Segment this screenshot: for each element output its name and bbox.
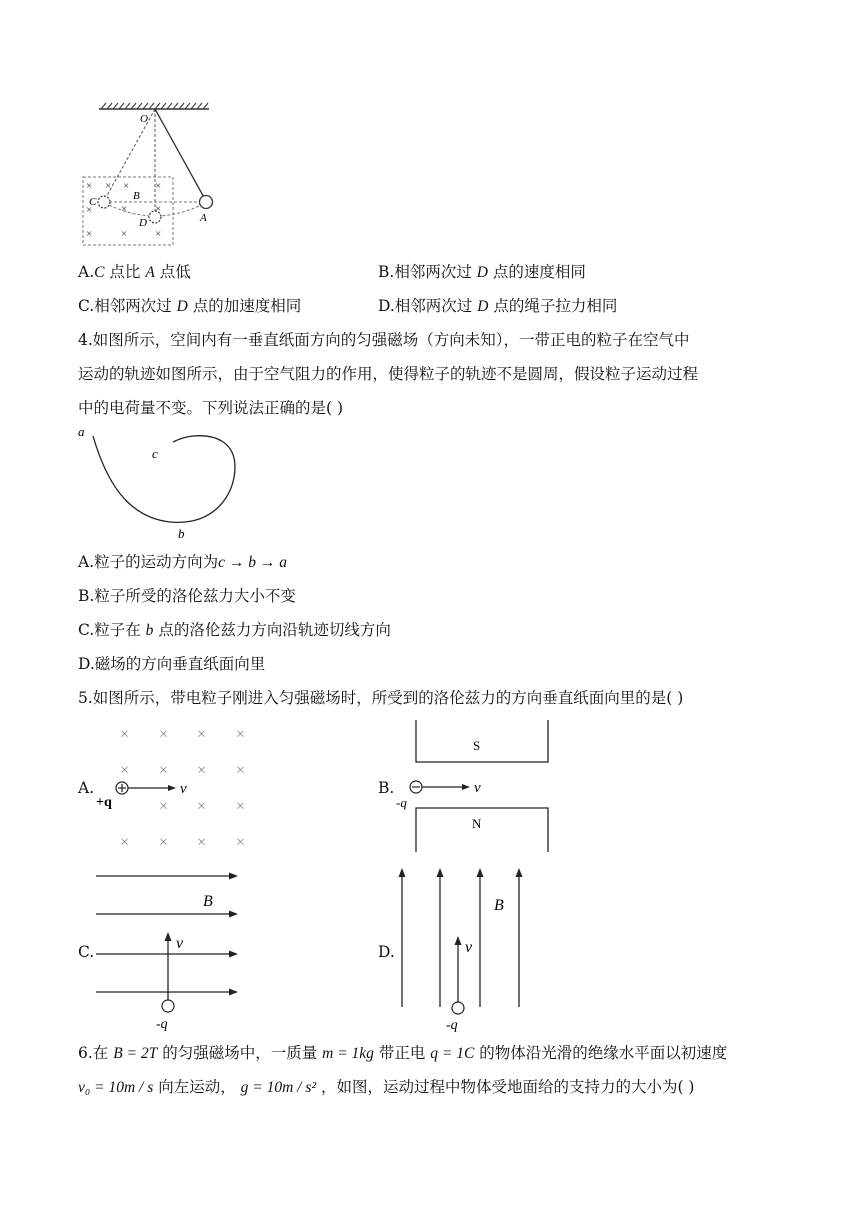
svg-text:×: × xyxy=(159,762,169,779)
svg-text:×: × xyxy=(120,726,130,743)
svg-text:×: × xyxy=(105,180,112,192)
q3-option-b: B.相邻两次过 D 点的速度相同 xyxy=(378,263,586,281)
q6-line1: 6.在 B = 2T 的匀强磁场中，一质量 m = 1kg 带正电 q = 1C 的物体沿光滑的绝缘水平面以初速度 xyxy=(78,1044,728,1062)
svg-text:×: × xyxy=(236,798,246,815)
fig-5b xyxy=(392,716,562,861)
svg-text:×: × xyxy=(155,180,162,192)
svg-text:×: × xyxy=(197,762,207,779)
fig-5d xyxy=(392,862,542,1037)
svg-text:×: × xyxy=(197,726,207,743)
q5-stem: 5.如图所示，带电粒子刚进入匀强磁场时，所受到的洛伦兹力的方向垂直纸面向里的是( ) xyxy=(78,689,684,707)
trajectory-figure xyxy=(75,422,255,547)
svg-text:×: × xyxy=(159,798,169,815)
fig-5c-q: -q xyxy=(156,1017,168,1032)
svg-text:×: × xyxy=(197,798,207,815)
svg-text:×: × xyxy=(236,834,246,851)
label-O: O xyxy=(140,113,148,125)
svg-text:×: × xyxy=(123,180,130,192)
svg-text:×: × xyxy=(236,762,246,779)
svg-text:×: × xyxy=(120,762,130,779)
label-B: B xyxy=(133,190,140,202)
svg-text:×: × xyxy=(86,228,93,240)
svg-text:×: × xyxy=(159,834,169,851)
svg-text:×: × xyxy=(121,228,128,240)
q4-option-d: D.磁场的方向垂直纸面向里 xyxy=(78,655,266,673)
q4-option-a: A.粒子的运动方向为c → b → a xyxy=(78,553,288,571)
q4-stem-line1: 4.如图所示，空间内有一垂直纸面方向的匀强磁场（方向未知），一带正电的粒子在空气中 xyxy=(78,331,690,349)
q5-label-d: D. xyxy=(378,943,395,961)
fig-5c-v: v xyxy=(176,935,184,952)
fig-5d-q: -q xyxy=(446,1018,458,1033)
fig-5b-q: -q xyxy=(396,795,407,810)
label-c: c xyxy=(152,446,158,461)
svg-text:×: × xyxy=(155,228,162,240)
svg-text:×: × xyxy=(86,204,93,216)
svg-text:×: × xyxy=(159,726,169,743)
fig-5a-v: v xyxy=(180,781,187,797)
svg-text:×: × xyxy=(120,834,130,851)
label-a: a xyxy=(78,424,85,439)
q5-label-c: C. xyxy=(78,943,95,961)
q4-stem-line2: 运动的轨迹如图所示，由于空气阻力的作用，使得粒子的轨迹不是圆周，假设粒子运动过程 xyxy=(78,365,699,383)
q4-option-b: B.粒子所受的洛伦兹力大小不变 xyxy=(78,587,296,605)
q6-line2: v₀ = 10m / s 向左运动， g = 10m / s² ，如图，运动过程中物体受地面给的支持力的大小为( ) xyxy=(78,1078,695,1096)
magnet-n: N xyxy=(472,816,482,831)
fig-5a xyxy=(90,722,265,857)
svg-text:×: × xyxy=(121,203,128,215)
q5-label-a: A. xyxy=(78,779,95,797)
svg-text:×: × xyxy=(197,834,207,851)
fig-5d-v: v xyxy=(465,939,473,956)
q3-option-d: D.相邻两次过 D 点的绳子拉力相同 xyxy=(378,297,618,315)
label-A: A xyxy=(200,212,207,224)
svg-text:×: × xyxy=(86,180,93,192)
fig-5a-q: +q xyxy=(96,795,112,810)
pendulum-figure xyxy=(75,95,235,255)
fig-5b-v: v xyxy=(474,780,481,796)
svg-text:×: × xyxy=(236,726,246,743)
q4-option-c: C.粒子在 b 点的洛伦兹力方向沿轨迹切线方向 xyxy=(78,621,391,639)
magnet-s: S xyxy=(473,738,481,753)
fig-5c-B: B xyxy=(203,893,213,910)
svg-text:×: × xyxy=(155,203,162,215)
label-D: D xyxy=(139,217,147,229)
label-C: C xyxy=(89,196,97,208)
label-b: b xyxy=(178,526,185,541)
fig-5d-B: B xyxy=(494,897,504,914)
q3-option-c: C.相邻两次过 D 点的加速度相同 xyxy=(78,297,302,315)
q5-label-b: B. xyxy=(378,779,395,797)
q4-stem-line3: 中的电荷量不变。下列说法正确的是( ) xyxy=(78,399,344,417)
q3-option-a: A.C 点比 A 点低 xyxy=(78,263,191,281)
fig-5c xyxy=(90,862,250,1037)
